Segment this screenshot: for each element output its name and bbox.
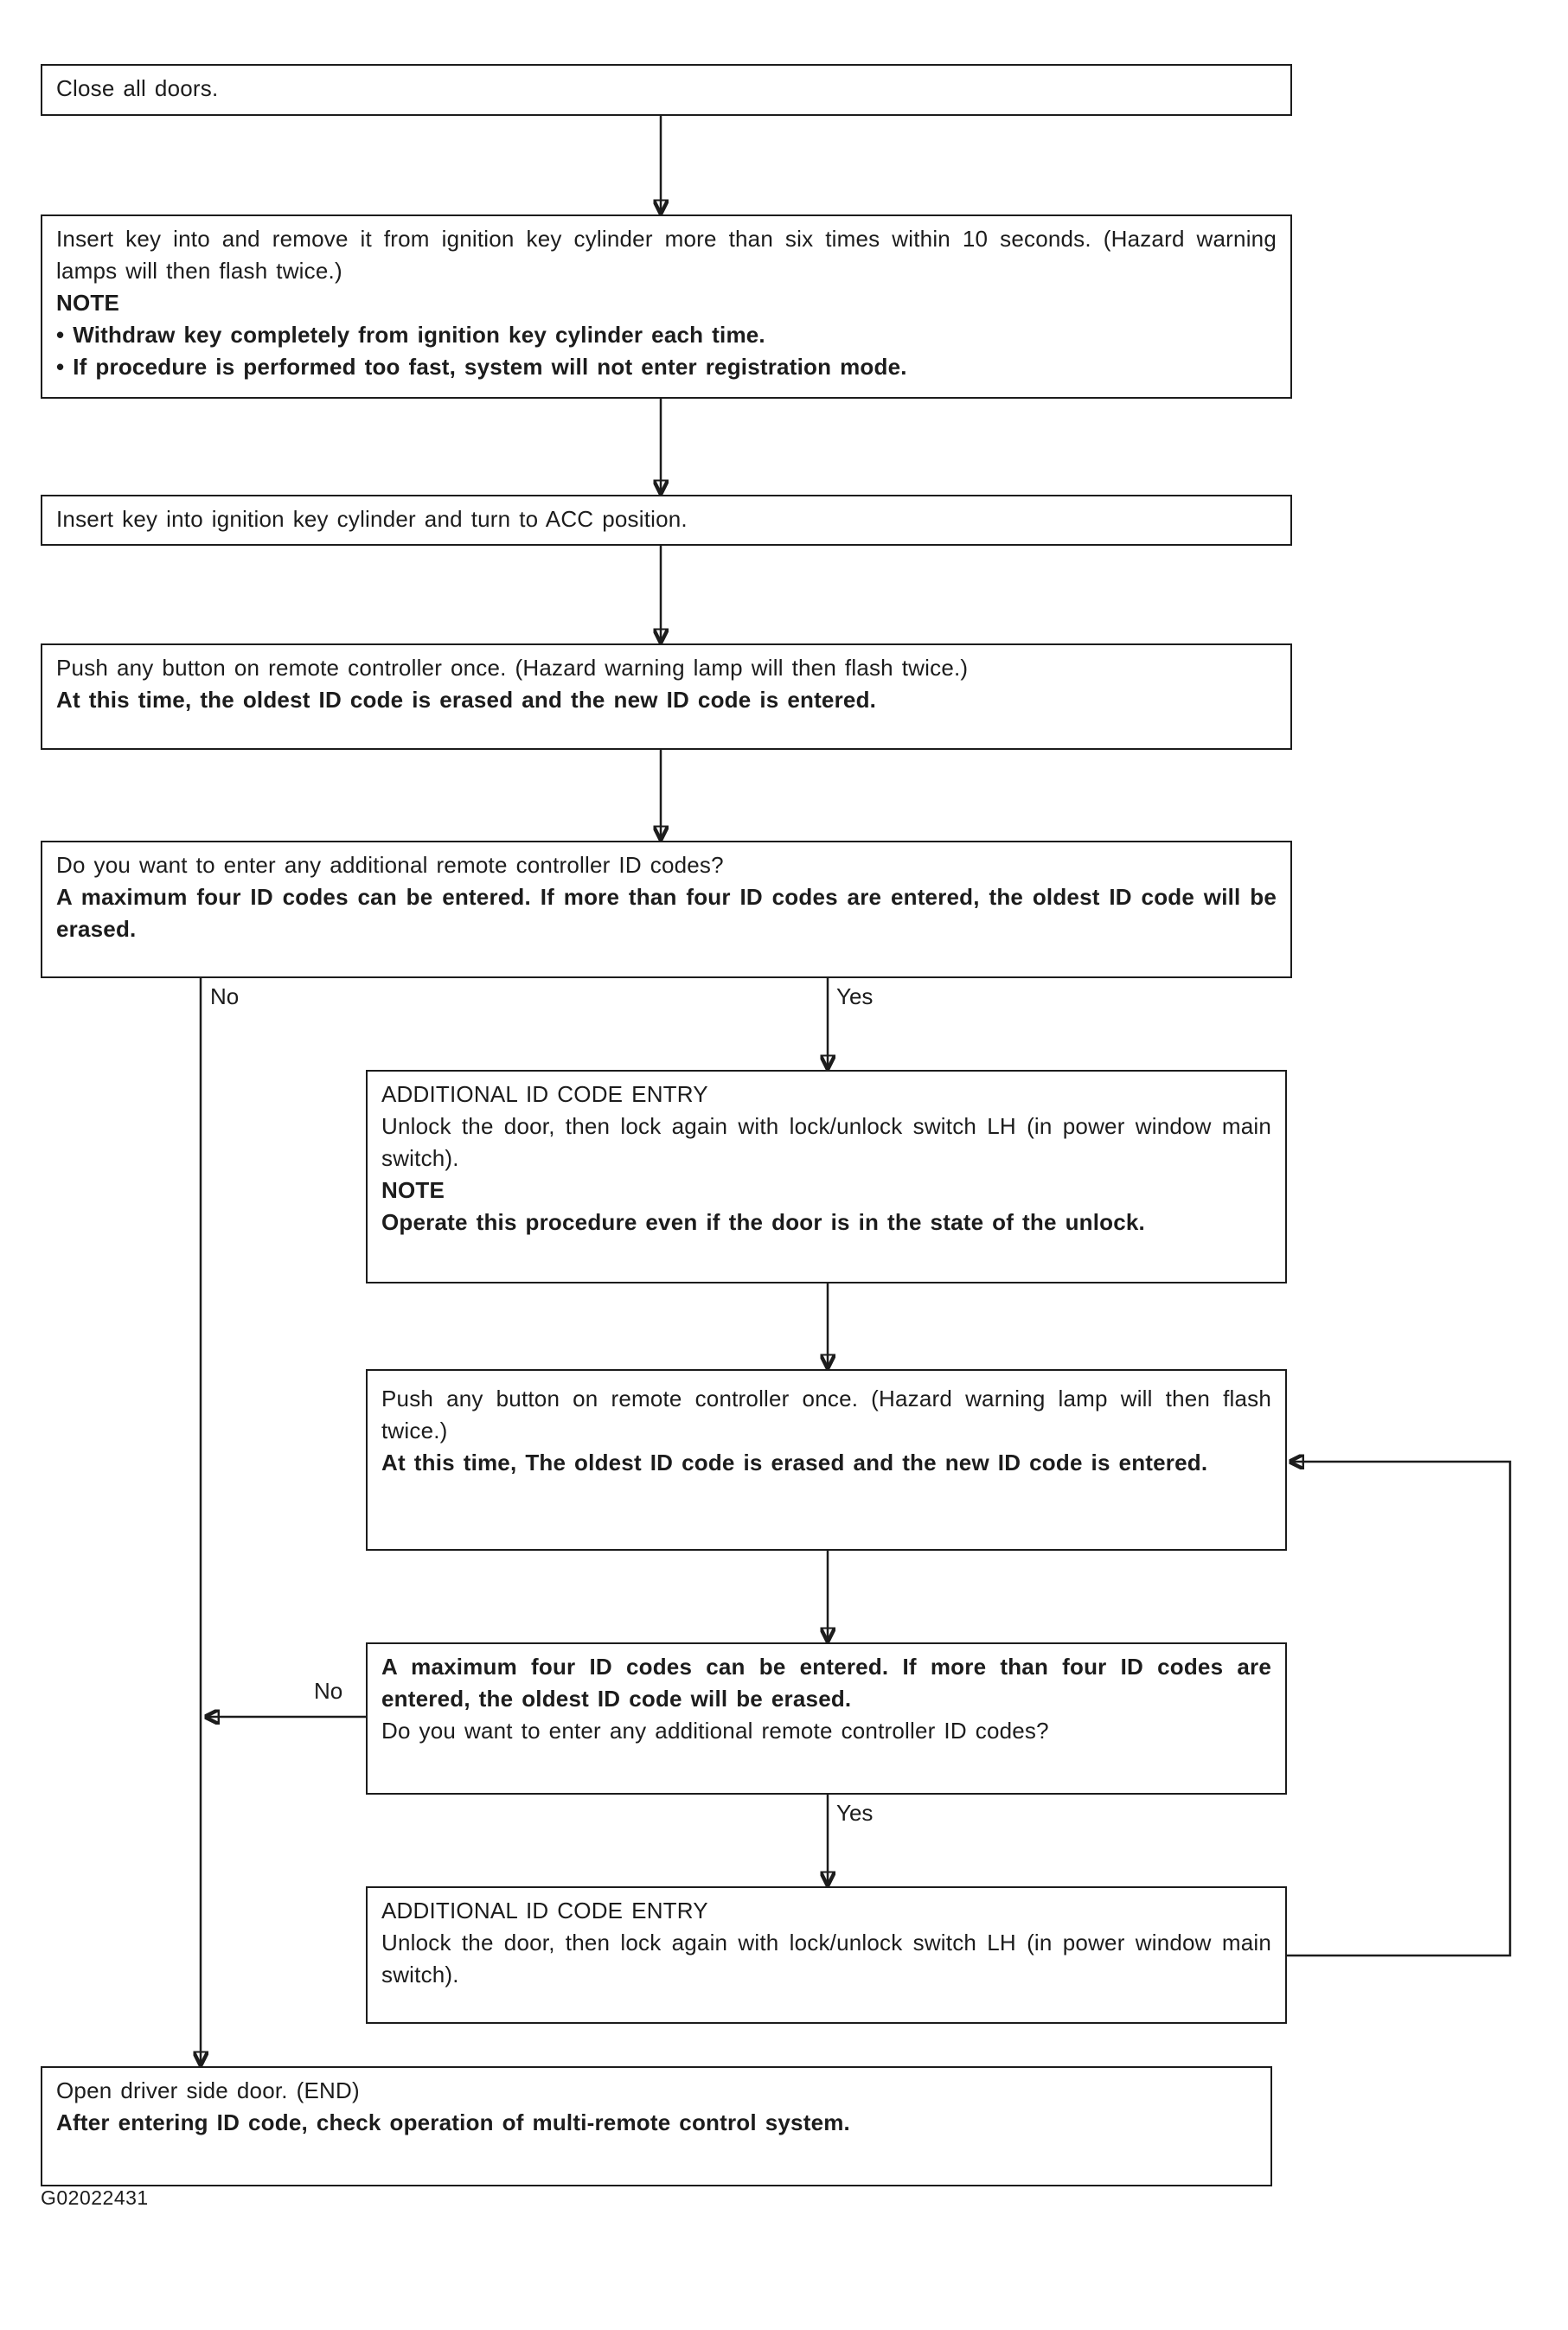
text-line: Push any button on remote controller once. (Hazard warning lamp will then flash twice.)	[56, 655, 969, 681]
figure-code: G02022431	[41, 2186, 149, 2209]
text-line: Close all doors.	[56, 75, 219, 101]
text-line: Open driver side door. (END)	[56, 2077, 360, 2103]
box-insert-remove-key	[41, 214, 1292, 399]
box-end-open-door	[41, 2066, 1272, 2186]
box-title: ADDITIONAL ID CODE ENTRY	[381, 1898, 708, 1924]
box-additional-id-entry-1	[366, 1070, 1287, 1283]
text-line: A maximum four ID codes can be entered. If more than four ID codes are entered, the oldest ID code will be erased.	[56, 884, 1277, 942]
box-turn-key-acc	[41, 495, 1292, 546]
box-additional-id-entry-2	[366, 1886, 1287, 2024]
label-yes-1: Yes	[836, 983, 874, 1009]
text-line: Unlock the door, then lock again with lock/unlock switch LH (in power window main switch).	[381, 1930, 1271, 1988]
box-close-all-doors	[41, 64, 1292, 116]
note-bullet: • If procedure is performed too fast, system will not enter registration mode.	[56, 354, 907, 380]
note-bullet: • Withdraw key completely from ignition key cylinder each time.	[56, 322, 765, 348]
text-line: Do you want to enter any additional remote controller ID codes?	[381, 1718, 1049, 1744]
box-decision-additional-codes	[41, 841, 1292, 978]
note-heading: NOTE	[381, 1177, 445, 1203]
text-line: At this time, The oldest ID code is erased and the new ID code is entered.	[381, 1450, 1208, 1475]
box-push-remote-button-2	[366, 1369, 1287, 1551]
text-line: Operate this procedure even if the door is in the state of the unlock.	[381, 1209, 1145, 1235]
label-no-1: No	[210, 983, 240, 1009]
text-line: Insert key into and remove it from ignition key cylinder more than six times within 10 seconds. (Hazard warning lamps will then flash twice.)	[56, 226, 1277, 284]
note-heading: NOTE	[56, 290, 120, 316]
connector-entry2-loop-to-step5	[1287, 1462, 1510, 1956]
text-line: Insert key into ignition key cylinder and turn to ACC position.	[56, 506, 688, 532]
text-line: Unlock the door, then lock again with lock/unlock switch LH (in power window main switch).	[381, 1113, 1271, 1171]
box-title: ADDITIONAL ID CODE ENTRY	[381, 1081, 708, 1107]
text-line: A maximum four ID codes can be entered. If more than four ID codes are entered, the oldest ID code will be erased.	[381, 1654, 1271, 1712]
text-line: Do you want to enter any additional remote controller ID codes?	[56, 852, 724, 878]
box-decision-additional-codes-2	[366, 1642, 1287, 1795]
box-push-remote-button	[41, 643, 1292, 750]
text-line: At this time, the oldest ID code is erased and the new ID code is entered.	[56, 687, 877, 713]
text-line: After entering ID code, check operation of multi-remote control system.	[56, 2109, 850, 2135]
label-yes-2: Yes	[836, 1800, 874, 1826]
text-line: Push any button on remote controller once. (Hazard warning lamp will then flash twice.)	[381, 1386, 1271, 1443]
label-no-2: No	[314, 1678, 343, 1704]
